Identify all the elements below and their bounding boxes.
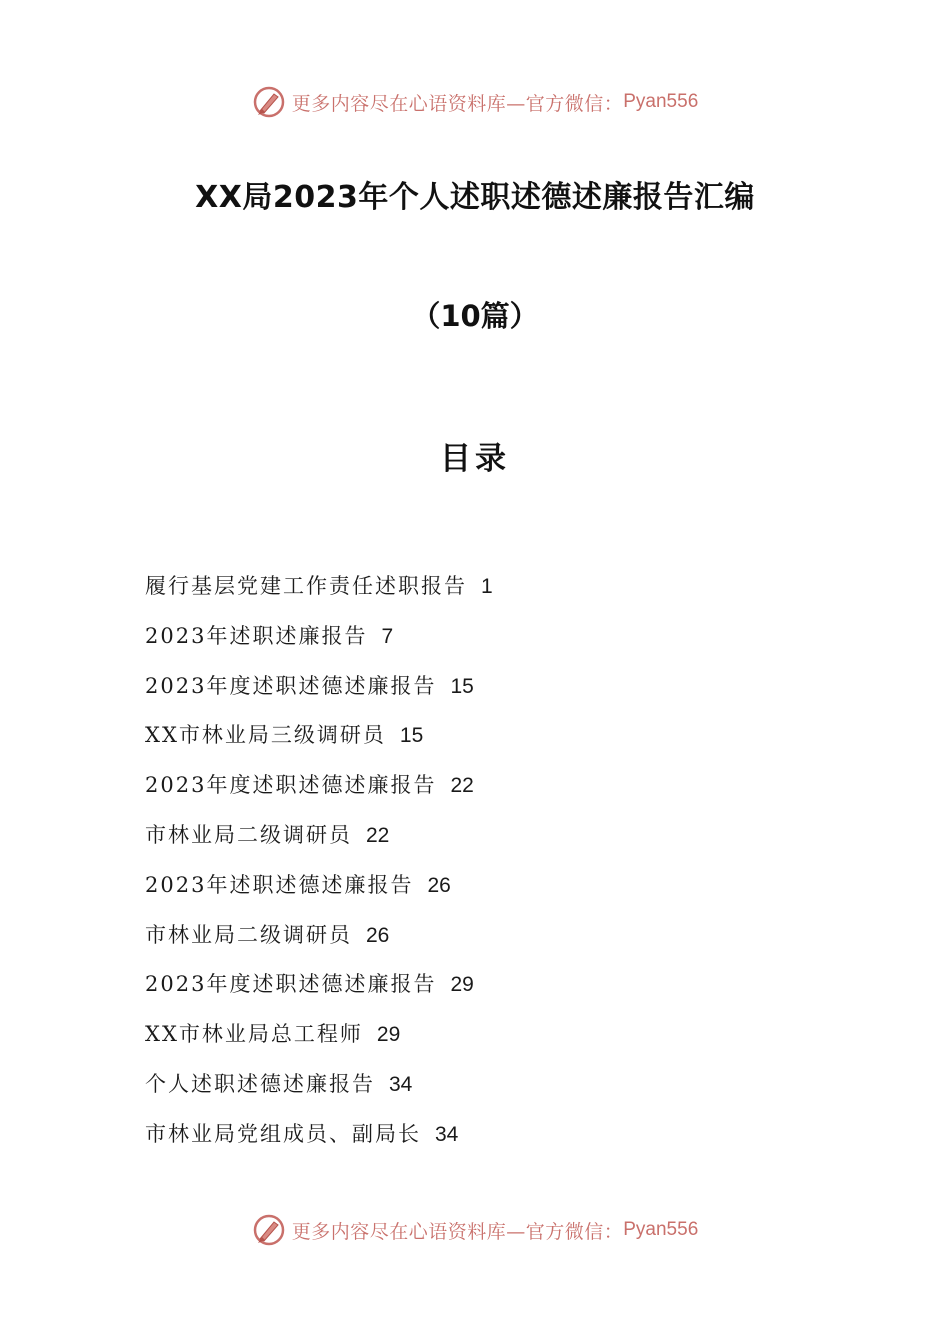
- toc-entry-title: 2023年度述职述德述廉报告: [145, 972, 437, 997]
- toc-entry-title: 2023年述职述廉报告: [145, 623, 368, 648]
- toc-entry-title: XX市林业局三级调研员: [145, 723, 386, 748]
- toc-entry[interactable]: [145, 616, 845, 666]
- toc-entry-page: 7: [381, 624, 394, 648]
- toc-entry-title: 履行基层党建工作责任述职报告: [145, 574, 467, 598]
- toc-entry-title: XX市林业局总工程师: [145, 1022, 363, 1047]
- toc-entry-page: 29: [450, 973, 474, 997]
- toc-entry-title: 2023年述职述德述廉报告: [145, 872, 414, 897]
- toc-entry[interactable]: [145, 666, 845, 716]
- toc-entry-title: 市林业局党组成员、副局长: [145, 1121, 421, 1146]
- watermark-wechat-id: Pyan556: [623, 91, 699, 112]
- toc-entry-page: 26: [427, 873, 451, 897]
- toc-entry-title: 个人述职述德述廉报告: [145, 1071, 375, 1096]
- watermark-text: 更多内容尽在心语资料库—官方微信：: [291, 92, 624, 115]
- toc-entry[interactable]: [145, 865, 845, 915]
- toc-entry-page: 1: [481, 575, 493, 598]
- watermark-text: 更多内容尽在心语资料库—官方微信：: [291, 1220, 624, 1243]
- toc-entry-page: 15: [450, 674, 474, 698]
- toc-entry-page: 22: [366, 823, 390, 847]
- toc-entry-title: 市林业局二级调研员: [145, 822, 352, 847]
- toc-entry-page: 34: [435, 1122, 459, 1146]
- toc-entry-title: 2023年度述职述德述廉报告: [145, 773, 437, 798]
- toc-entry-page: 15: [399, 724, 424, 748]
- table-of-contents: [145, 566, 845, 1164]
- toc-entry-page: 26: [366, 923, 390, 947]
- toc-entry[interactable]: [145, 765, 845, 815]
- toc-entry-page: 34: [389, 1072, 413, 1096]
- toc-heading: 目录: [440, 441, 510, 477]
- toc-entry[interactable]: [145, 566, 845, 616]
- toc-entry-page: 22: [450, 774, 474, 798]
- toc-entry[interactable]: [145, 1114, 845, 1164]
- toc-entry-title: 市林业局二级调研员: [145, 922, 352, 947]
- toc-entry-page: 29: [376, 1023, 401, 1047]
- document-subtitle: （10篇）: [411, 299, 539, 333]
- toc-entry[interactable]: [145, 715, 845, 765]
- toc-entry[interactable]: [145, 815, 845, 865]
- document-title: XX局2023年个人述职述德述廉报告汇编: [195, 180, 755, 215]
- footer-watermark: [0, 1210, 950, 1250]
- watermark-wechat-id: Pyan556: [623, 1219, 699, 1240]
- pen-nib-circle-icon: [252, 1213, 286, 1247]
- pen-nib-circle-icon: [252, 85, 286, 119]
- toc-entry[interactable]: [145, 1064, 845, 1114]
- toc-entry-title: 2023年度述职述德述廉报告: [145, 673, 437, 698]
- toc-entry[interactable]: [145, 915, 845, 965]
- header-watermark: [0, 82, 950, 122]
- toc-entry[interactable]: [145, 964, 845, 1014]
- toc-entry[interactable]: [145, 1014, 845, 1064]
